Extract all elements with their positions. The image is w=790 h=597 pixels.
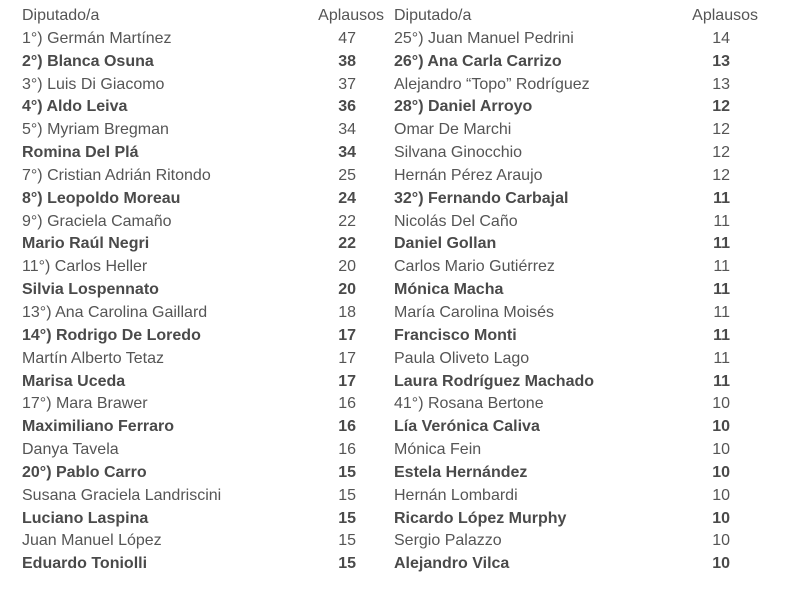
table-row: [394, 325, 758, 348]
deputy-name: Hernán Pérez Araujo: [394, 166, 543, 184]
applause-count: 47: [338, 29, 356, 47]
applause-count: 15: [338, 509, 356, 527]
applause-count: 15: [338, 532, 356, 550]
applause-count: 16: [338, 441, 356, 459]
deputy-name: Alejandro “Topo” Rodríguez: [394, 75, 590, 93]
applause-count: 11: [713, 349, 730, 367]
table-row: [22, 348, 384, 371]
applause-count: 11: [713, 372, 730, 390]
applause-count: 10: [712, 463, 730, 481]
table-row: [394, 51, 758, 74]
applause-count: 15: [338, 463, 356, 481]
deputy-name: 14°) Rodrigo De Loredo: [22, 326, 201, 344]
table-row: [394, 96, 758, 119]
table-row: [22, 416, 384, 439]
table-row: [394, 553, 758, 576]
table-row: [394, 188, 758, 211]
applause-count: 10: [712, 418, 730, 436]
table-row: [394, 256, 758, 279]
table-row: [22, 530, 384, 553]
table-row: [22, 279, 384, 302]
applause-count: 17: [338, 326, 356, 344]
table-row: [394, 416, 758, 439]
deputy-name: Alejandro Vilca: [394, 555, 510, 573]
applause-count: 36: [338, 98, 356, 116]
applause-count: 11: [713, 189, 730, 207]
table-row: [394, 28, 758, 51]
applause-count: 17: [338, 349, 356, 367]
table-row: [22, 302, 384, 325]
deputy-name: Mónica Macha: [394, 281, 504, 299]
deputy-name: Francisco Monti: [394, 326, 517, 344]
deputy-name: Juan Manuel López: [22, 532, 162, 550]
applause-count: 12: [712, 144, 730, 162]
deputy-name: 20°) Pablo Carro: [22, 463, 147, 481]
table-row: [22, 142, 384, 165]
deputy-name: Daniel Gollan: [394, 235, 497, 253]
applause-count: 15: [338, 555, 356, 573]
applause-count: 10: [712, 441, 730, 459]
deputy-name: 41°) Rosana Bertone: [394, 395, 544, 413]
applause-count: 24: [338, 189, 356, 207]
table-row: [394, 371, 758, 394]
deputy-name: Paula Oliveto Lago: [394, 349, 530, 367]
applause-count: 16: [338, 418, 356, 436]
deputy-name: 26°) Ana Carla Carrizo: [394, 52, 562, 70]
applause-count: 17: [338, 372, 356, 390]
table-row: [394, 165, 758, 188]
deputy-name: 13°) Ana Carolina Gaillard: [22, 303, 208, 321]
deputy-name: 5°) Myriam Bregman: [22, 121, 169, 139]
deputy-name: Mónica Fein: [394, 441, 482, 459]
deputy-name: Marisa Uceda: [22, 372, 126, 390]
table-row: [22, 256, 384, 279]
applause-count: 34: [338, 121, 356, 139]
table-row: [394, 439, 758, 462]
table-row: [22, 51, 384, 74]
deputy-name: 2°) Blanca Osuna: [22, 52, 154, 70]
table-body: [22, 28, 384, 576]
table-row: [22, 96, 384, 119]
applause-count: 22: [338, 212, 356, 230]
table-row: [394, 211, 758, 234]
applause-count: 10: [712, 395, 730, 413]
table-body: [394, 28, 758, 576]
applause-count: 13: [712, 52, 730, 70]
deputy-name: 25°) Juan Manuel Pedrini: [394, 29, 574, 47]
table-row: [394, 485, 758, 508]
applause-count: 10: [712, 486, 730, 504]
applause-count: 34: [338, 144, 356, 162]
deputy-name: Sergio Palazzo: [394, 532, 502, 550]
deputy-name: Susana Graciela Landriscini: [22, 486, 222, 504]
table-row: [394, 393, 758, 416]
table-row: [22, 393, 384, 416]
deputy-name: 28°) Daniel Arroyo: [394, 98, 533, 116]
table-row: [394, 279, 758, 302]
applause-count: 11: [713, 303, 730, 321]
table-header: [22, 5, 384, 28]
deputy-name: Nicolás Del Caño: [394, 212, 518, 230]
deputy-name: Romina Del Plá: [22, 144, 139, 162]
deputy-name: Carlos Mario Gutiérrez: [394, 258, 555, 276]
deputy-name: 3°) Luis Di Giacomo: [22, 75, 165, 93]
table-row: [394, 142, 758, 165]
header-name: Diputado/a: [394, 7, 472, 24]
header-name: Diputado/a: [22, 7, 100, 24]
table-row: [22, 508, 384, 531]
applause-count: 20: [338, 258, 356, 276]
applause-count: 13: [712, 75, 730, 93]
applause-count: 25: [338, 166, 356, 184]
applause-count: 16: [338, 395, 356, 413]
table-row: [22, 211, 384, 234]
deputy-name: 1°) Germán Martínez: [22, 29, 172, 47]
applause-count: 37: [338, 75, 356, 93]
applause-count: 15: [338, 486, 356, 504]
applause-count: 11: [713, 235, 730, 253]
applause-count: 20: [338, 281, 356, 299]
applause-count: 10: [712, 509, 730, 527]
deputy-name: 17°) Mara Brawer: [22, 395, 148, 413]
table-row: [22, 119, 384, 142]
header-value: Aplausos: [318, 7, 384, 24]
deputy-name: Hernán Lombardi: [394, 486, 518, 504]
table-row: [394, 233, 758, 256]
applause-count: 11: [713, 326, 730, 344]
table-header: [394, 5, 758, 28]
deputy-name: Luciano Laspina: [22, 509, 149, 527]
ranking-table-right: [394, 5, 758, 576]
deputy-name: Laura Rodríguez Machado: [394, 372, 595, 390]
applause-count: 22: [338, 235, 356, 253]
applause-count: 14: [712, 29, 730, 47]
table-row: [394, 508, 758, 531]
table-row: [22, 28, 384, 51]
table-row: [22, 325, 384, 348]
table-row: [394, 302, 758, 325]
deputy-name: Maximiliano Ferraro: [22, 418, 175, 436]
table-row: [394, 348, 758, 371]
applause-count: 10: [712, 532, 730, 550]
deputy-name: 32°) Fernando Carbajal: [394, 189, 569, 207]
applause-count: 11: [713, 258, 730, 276]
deputy-name: 9°) Graciela Camaño: [22, 212, 172, 230]
applause-count: 12: [712, 121, 730, 139]
deputy-name: 4°) Aldo Leiva: [22, 98, 128, 116]
applause-count: 18: [338, 303, 356, 321]
applause-count: 38: [338, 52, 356, 70]
applause-count: 11: [713, 281, 730, 299]
applause-count: 11: [713, 212, 730, 230]
table-row: [22, 371, 384, 394]
header-value: Aplausos: [692, 7, 758, 24]
deputy-name: Lía Verónica Caliva: [394, 418, 540, 436]
table-row: [394, 530, 758, 553]
deputy-name: Estela Hernández: [394, 463, 528, 481]
deputy-name: 8°) Leopoldo Moreau: [22, 189, 181, 207]
table-row: [22, 188, 384, 211]
table-row: [394, 462, 758, 485]
table-row: [394, 119, 758, 142]
applause-count: 12: [712, 98, 730, 116]
applause-count: 12: [712, 166, 730, 184]
table-row: [22, 74, 384, 97]
deputy-name: Danya Tavela: [22, 441, 119, 459]
deputy-name: Silvia Lospennato: [22, 281, 159, 299]
table-row: [22, 462, 384, 485]
deputy-name: Ricardo López Murphy: [394, 509, 567, 527]
applause-count: 10: [712, 555, 730, 573]
table-row: [22, 233, 384, 256]
deputy-name: Mario Raúl Negri: [22, 235, 150, 253]
table-row: [22, 553, 384, 576]
table-row: [22, 165, 384, 188]
ranking-table-left: [22, 5, 384, 576]
deputy-name: Omar De Marchi: [394, 121, 512, 139]
deputy-name: 11°) Carlos Heller: [22, 258, 148, 276]
deputy-name: Eduardo Toniolli: [22, 555, 148, 573]
deputy-name: Martín Alberto Tetaz: [22, 349, 164, 367]
table-row: [394, 74, 758, 97]
table-row: [22, 485, 384, 508]
table-row: [22, 439, 384, 462]
deputy-name: 7°) Cristian Adrián Ritondo: [22, 166, 211, 184]
deputy-name: Silvana Ginocchio: [394, 144, 523, 162]
deputy-name: María Carolina Moisés: [394, 303, 555, 321]
